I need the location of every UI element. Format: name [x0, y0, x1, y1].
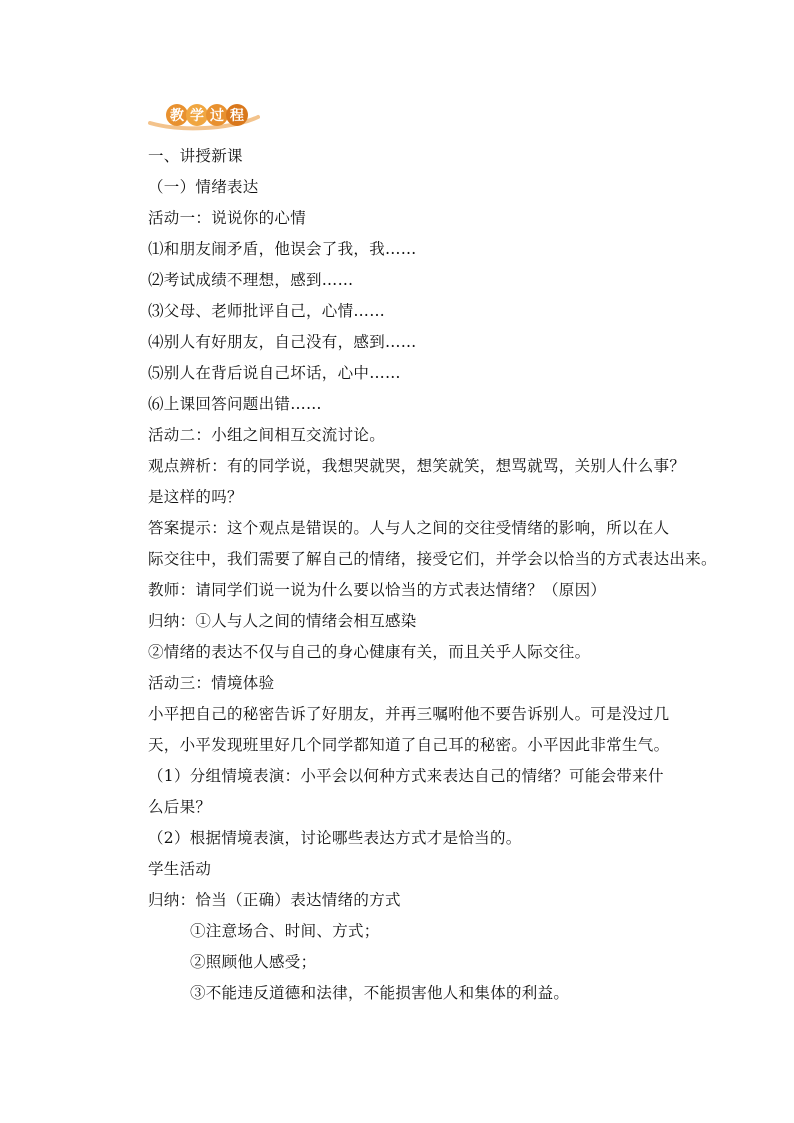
paragraph-line: 归纳：①人与人之间的情绪会相互感染 [148, 612, 417, 630]
list-item: ⑷别人有好朋友，自己没有，感到…… [148, 333, 417, 351]
section-heading: 一、讲授新课 [148, 147, 243, 165]
activity-heading: 活动二：小组之间相互交流讨论。 [148, 426, 386, 444]
subsection-heading: （一）情绪表达 [148, 178, 259, 196]
paragraph-line: （2）根据情境表演，讨论哪些表达方式才是恰当的。 [148, 829, 522, 847]
activity-heading: 活动一：说说你的心情 [148, 209, 307, 227]
list-item: ①注意场合、时间、方式； [190, 922, 380, 940]
list-item: ⑵考试成绩不理想，感到…… [148, 271, 354, 289]
list-item: ⑶父母、老师批评自己，心情…… [148, 302, 386, 320]
paragraph-line: ②情绪的表达不仅与自己的身心健康有关，而且关乎人际交往。 [148, 643, 591, 661]
paragraph-line: 是这样的吗？ [148, 488, 243, 506]
paragraph-line: 归纳：恰当（正确）表达情绪的方式 [148, 891, 401, 909]
badge-characters [166, 104, 246, 126]
paragraph-line: 际交往中，我们需要了解自己的情绪，接受它们，并学会以恰当的方式表达出来。 [148, 550, 717, 568]
paragraph-line: 答案提示：这个观点是错误的。人与人之间的交往受情绪的影响，所以在人 [148, 519, 670, 537]
list-item: ⑴和朋友闹矛盾，他误会了我，我…… [148, 240, 417, 258]
badge-char: 过 [206, 104, 228, 126]
activity-heading: 活动三：情境体验 [148, 674, 275, 692]
section-header-badge [152, 101, 246, 129]
list-item: ②照顾他人感受； [190, 953, 317, 971]
list-item: ⑸别人在背后说自己坏话，心中…… [148, 364, 401, 382]
badge-char: 程 [226, 104, 248, 126]
paragraph-line: 小平把自己的秘密告诉了好朋友，并再三嘱咐他不要告诉别人。可是没过几 [148, 705, 670, 723]
badge-char: 教 [166, 104, 188, 126]
paragraph-line: 么后果？ [148, 798, 212, 816]
paragraph-line: （1）分组情境表演：小平会以何种方式来表达自己的情绪？可能会带来什 [148, 767, 664, 785]
list-item: ⑹上课回答问题出错…… [148, 395, 322, 413]
paragraph-line: 观点辨析：有的同学说，我想哭就哭，想笑就笑，想骂就骂，关别人什么事？ [148, 457, 686, 475]
list-item: ③不能违反道德和法律，不能损害他人和集体的利益。 [190, 984, 570, 1002]
paragraph-line: 教师：请同学们说一说为什么要以恰当的方式表达情绪？（原因） [148, 581, 607, 599]
badge-char: 学 [186, 104, 208, 126]
paragraph-line: 天，小平发现班里好几个同学都知道了自己耳的秘密。小平因此非常生气。 [148, 736, 670, 754]
paragraph-line: 学生活动 [148, 860, 212, 878]
